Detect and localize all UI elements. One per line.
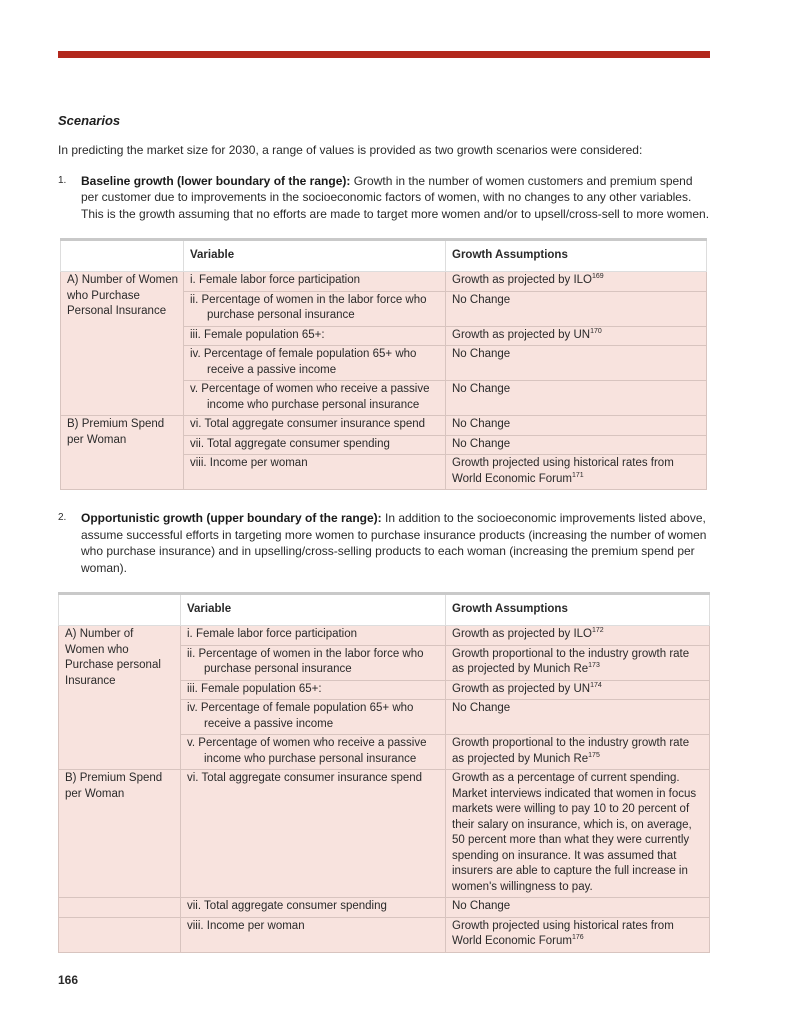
page-number: 166 [58, 972, 79, 987]
variable-cell: iii. Female population 65+: [181, 680, 446, 700]
variable-cell: i. Female labor force participation [184, 272, 446, 292]
variable-cell: v. Percentage of women who receive a passive income who purchase personal insurance [184, 381, 446, 416]
list-item-title: Baseline growth (lower boundary of the range): [81, 173, 351, 188]
variable-cell: v. Percentage of women who receive a passive income who purchase personal insurance [181, 735, 446, 770]
footnote-ref: 174 [590, 681, 602, 689]
table-header-row [61, 240, 707, 272]
variable-cell: i. Female labor force participation [181, 626, 446, 646]
assumption-cell: No Change [446, 700, 710, 735]
assumption-cell: Growth as projected by ILO$^{172}$ [446, 626, 710, 646]
variable-cell: ii. Percentage of women in the labor force who purchase personal insurance [181, 645, 446, 680]
column-header: Growth Assumptions [446, 594, 710, 626]
baseline-table [60, 238, 707, 490]
assumption-cell: No Change [446, 291, 707, 326]
table-header-row [59, 594, 710, 626]
list-number: 1. [58, 174, 67, 186]
variable-cell: iii. Female population 65+: [184, 326, 446, 346]
group-label: B) Premium Spend per Woman [61, 416, 184, 490]
variable-cell: viii. Income per woman [181, 917, 446, 952]
empty-cell [59, 898, 181, 918]
footnote-ref: 172 [591, 627, 604, 635]
opportunistic-table [58, 592, 710, 953]
variable-cell: iv. Percentage of female population 65+ who receive a passive income [181, 700, 446, 735]
assumption-cell: No Change [446, 416, 707, 436]
footnote-ref: 169 [591, 273, 604, 281]
assumption-cell: No Change [446, 898, 710, 918]
variable-cell: viii. Income per woman [184, 455, 446, 490]
group-label: A) Number of Women who Purchase personal Insurance [59, 626, 181, 770]
variable-cell: vii. Total aggregate consumer spending [184, 435, 446, 455]
table-row [59, 898, 710, 918]
list-item-baseline [58, 173, 710, 223]
footnote-ref: 173 [588, 662, 600, 670]
list-item-opportunistic [58, 510, 710, 576]
column-header: Variable [181, 594, 446, 626]
table-row [59, 626, 710, 646]
footnote-ref: 175 [588, 751, 600, 759]
header-accent-bar [58, 51, 710, 58]
list-number: 2. [58, 512, 67, 523]
variable-cell: vii. Total aggregate consumer spending [181, 898, 446, 918]
assumption-cell: Growth proportional to the industry growth rate as projected by Munich Re$^{173}$ [446, 645, 710, 680]
footnote-ref: 176 [571, 934, 584, 942]
assumption-cell: No Change [446, 435, 707, 455]
assumption-cell: No Change [446, 346, 707, 381]
variable-cell: iv. Percentage of female population 65+ who receive a passive income [184, 346, 446, 381]
assumption-cell: Growth projected using historical rates from World Economic Forum$^{171}$ [446, 455, 707, 490]
assumption-cell: Growth as projected by ILO$^{169}$ [446, 272, 707, 292]
table-row [61, 416, 707, 436]
assumption-cell: Growth as projected by UN$^{174}$ [446, 680, 710, 700]
footnote-ref: 170 [590, 327, 602, 335]
footnote-ref: 171 [571, 471, 584, 479]
section-heading: Scenarios [58, 113, 121, 128]
table-row [59, 917, 710, 952]
table-row [61, 272, 707, 292]
assumption-cell: Growth projected using historical rates from World Economic Forum$^{176}$ [446, 917, 710, 952]
variable-cell: vi. Total aggregate consumer insurance spend [184, 416, 446, 436]
assumption-cell: No Change [446, 381, 707, 416]
empty-cell [59, 917, 181, 952]
list-item-title: Opportunistic growth (upper boundary of the range): [81, 511, 382, 525]
variable-cell: vi. Total aggregate consumer insurance spend [181, 770, 446, 898]
assumption-cell: Growth as a percentage of current spending. Market interviews indicated that women in focus markets were willing to pay 10 to 20 percent of their salary on insurance, which is, on average, 50 percent more than what they were currently spending on insurance. It was assumed that insurers are able to capture the full increase in women's willingness to pay. [446, 770, 710, 898]
list-item-text: Growth in the number of women customers and premium spend per customer due to improvements in the socioeconomic factors of women, with no changes to any other variables. This is the growth assuming that no efforts are made to target more women and/or to upsell/cross-sell to more women. [81, 173, 710, 221]
intro-paragraph: In predicting the market size for 2030, a range of values is provided as two growth scenarios were considered: [58, 143, 643, 157]
column-header [61, 240, 184, 272]
list-item-text: In addition to the socioeconomic improvements listed above, assume successful efforts in targeting more women to purchase insurance products (increasing the number of women who purchase insurance) and in upselling/cross-selling products to each woman (increasing the premium spend per woman). [81, 511, 707, 575]
column-header: Variable [184, 240, 446, 272]
group-label: A) Number of Women who Purchase Personal Insurance [61, 272, 184, 416]
group-label: B) Premium Spend per Woman [59, 770, 181, 898]
column-header: Growth Assumptions [446, 240, 707, 272]
assumption-cell: Growth as projected by UN$^{170}$ [446, 326, 707, 346]
column-header [59, 594, 181, 626]
table-row [59, 770, 710, 898]
assumption-cell: Growth proportional to the industry growth rate as projected by Munich Re$^{175}$ [446, 735, 710, 770]
variable-cell: ii. Percentage of women in the labor force who purchase personal insurance [184, 291, 446, 326]
